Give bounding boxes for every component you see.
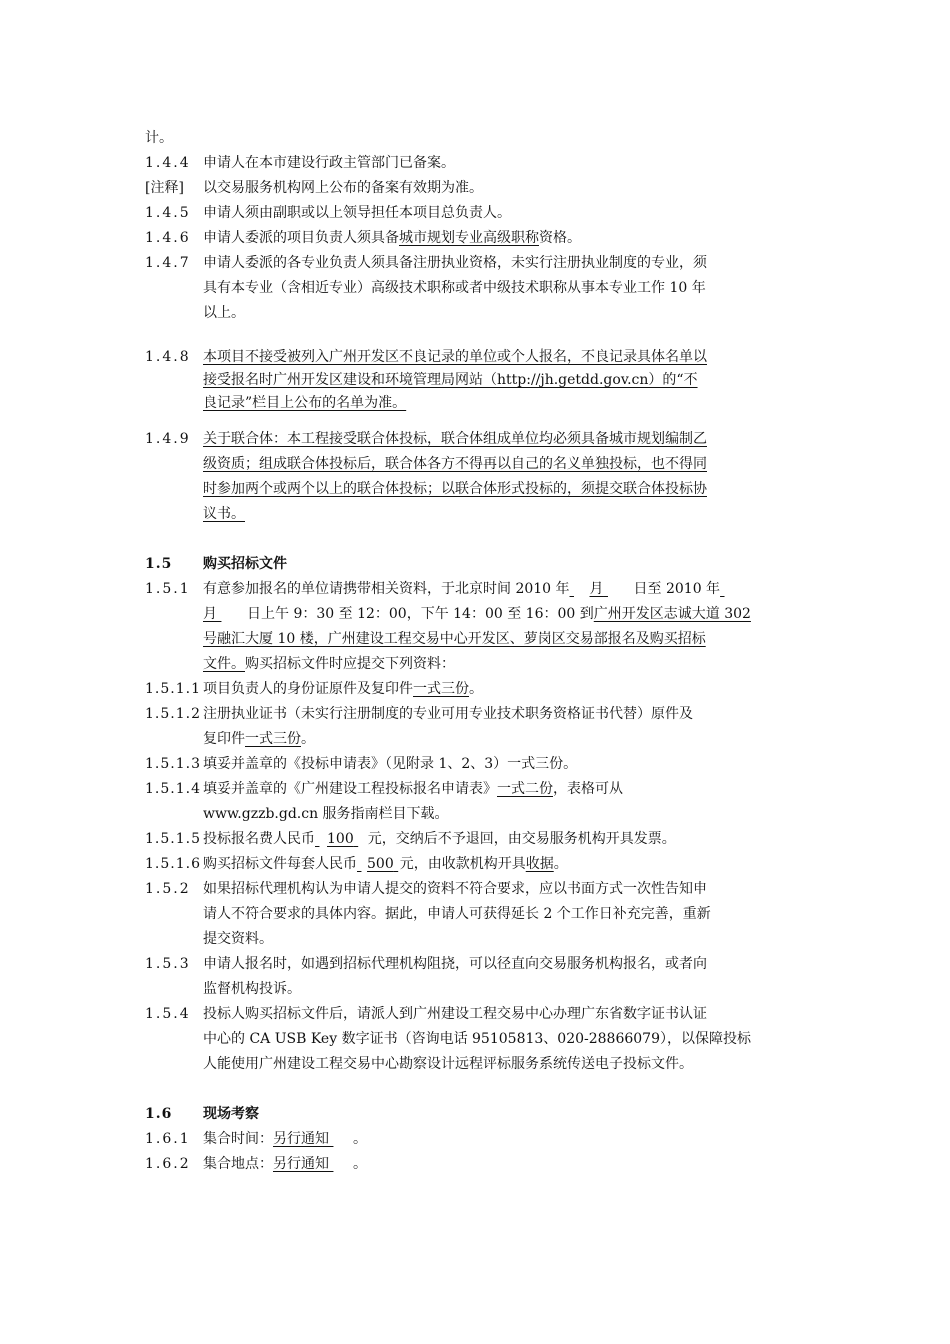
- clause-text: 申请人在本市建设行政主管部门已备案。: [203, 155, 455, 171]
- clause-number: 1.6.1: [145, 1131, 191, 1147]
- underlined-text: 月: [589, 581, 604, 597]
- clause-number: 1.5.3: [145, 956, 191, 972]
- text-line: 计。: [145, 130, 173, 146]
- section-heading: 购买招标文件: [203, 556, 287, 572]
- text-segment: 资格。: [539, 230, 581, 246]
- clause-number: 1.5.1.3: [145, 756, 201, 772]
- text-segment: 有意参加报名的单位请携带相关资料，于北京时间 2010 年: [203, 581, 570, 597]
- text-segment: 日上午 9：30 至 12：00，下午 14：00 至 16：00 到: [247, 606, 594, 622]
- underlined-text: 广州开发区志诚大道 302: [593, 606, 751, 622]
- underlined-text: 一式三份: [245, 731, 301, 747]
- text-segment: 集合地点：: [203, 1156, 273, 1172]
- text-segment: 。: [469, 681, 483, 697]
- clause-text: 注册执业证书（未实行注册制度的专业可用专业技术职务资格证书代替）原件及: [203, 706, 693, 722]
- clause-number: 1.5.2: [145, 881, 191, 897]
- blank-field: [354, 827, 368, 851]
- clause-text: 监督机构投诉。: [203, 981, 301, 997]
- blank-field: [315, 827, 327, 851]
- clause-number: 1.5.1.4: [145, 781, 201, 797]
- underlined-text: 一式二份: [497, 781, 553, 797]
- clause-text: 以上。: [203, 305, 245, 321]
- clause-text: [203, 1127, 813, 1151]
- clause-number: 1.4.5: [145, 205, 191, 221]
- clause-number: 1.5.1.5: [145, 831, 201, 847]
- underlined-text: 另行通知: [273, 1131, 329, 1147]
- text-segment: 。: [553, 856, 568, 872]
- clause-number: 1.4.4: [145, 155, 191, 171]
- clause-number: 1.5.1: [145, 581, 191, 597]
- text-segment: 购买招标文件时应提交下列资料：: [245, 656, 455, 672]
- clause-number: 1.4.8: [145, 349, 191, 365]
- text-segment: 投标报名费人民币: [203, 831, 315, 847]
- clause-text: [203, 677, 813, 701]
- blank-field: [570, 577, 590, 601]
- clause-text: 提交资料。: [203, 931, 273, 947]
- text-segment: 申请人委派的项目负责人须具备: [203, 230, 399, 246]
- fee-amount: 100: [327, 831, 354, 847]
- clause-text: [203, 577, 813, 601]
- text-segment: 元，由收款机构开具: [399, 856, 526, 872]
- underlined-text: 城市规划专业高级职称: [399, 230, 539, 246]
- blank-field: [604, 577, 634, 601]
- blank-field: [357, 852, 367, 876]
- clause-number: 1.5.1.2: [145, 706, 201, 722]
- clause-text: [203, 652, 813, 676]
- section-number: 1.6: [145, 1106, 173, 1122]
- clause-text: 申请人报名时，如遇到招标代理机构阻挠，可以径直向交易服务机构报名，或者向: [203, 956, 707, 972]
- clause-text: 申请人须由副职或以上领导担任本项目总负责人。: [203, 205, 511, 221]
- underlined-text: 一式三份: [413, 681, 469, 697]
- underlined-text: 收据: [525, 856, 554, 872]
- blank-field: [329, 1127, 353, 1151]
- clause-text: 请人不符合要求的具体内容。据此，申请人可获得延长 2 个工作日补充完善，重新: [203, 906, 711, 922]
- text-segment: 集合时间：: [203, 1131, 273, 1147]
- section-heading: 现场考察: [203, 1106, 259, 1122]
- text-segment: 。: [353, 1156, 367, 1172]
- clause-text: 关于联合体：本工程接受联合体投标，联合体组成单位均必须具备城市规划编制乙: [203, 431, 707, 447]
- clause-text: [203, 852, 813, 876]
- underlined-text: 另行通知: [273, 1156, 329, 1172]
- text-segment: 填妥并盖章的《广州建设工程投标报名申请表》: [203, 781, 497, 797]
- clause-number: 1.5.1.6: [145, 856, 201, 872]
- clause-number: 1.6.2: [145, 1156, 191, 1172]
- text-segment: 。: [301, 731, 315, 747]
- text-segment: 元，交纳后不予退回，由交易服务机构开具发票。: [367, 831, 676, 847]
- clause-text: 申请人委派的各专业负责人须具备注册执业资格，未实行注册执业制度的专业，须: [203, 255, 707, 271]
- blank-field: [217, 602, 247, 626]
- clause-text: 填妥并盖章的《投标申请表》（见附录 1、2、3）一式三份。: [203, 756, 578, 772]
- clause-text: 投标人购买招标文件后，请派人到广州建设工程交易中心办理广东省数字证书认证: [203, 1006, 707, 1022]
- text-segment: ，表格可从: [553, 781, 623, 797]
- clause-text: 级资质；组成联合体投标后，联合体各方不得再以自己的名义单独投标，也不得同: [203, 456, 707, 472]
- section-number: 1.5: [145, 556, 173, 572]
- clause-text: 本项目不接受被列入广州开发区不良记录的单位或个人报名，不良记录具体名单以: [203, 349, 707, 365]
- note-text: 以交易服务机构网上公布的备案有效期为准。: [203, 180, 483, 196]
- clause-number: 1.4.7: [145, 255, 191, 271]
- clause-number: 1.5.1.1: [145, 681, 201, 697]
- clause-text: [203, 727, 813, 751]
- clause-text: [203, 226, 813, 250]
- clause-text: 中心的 CA USB Key 数字证书（咨询电话 95105813、020-28866079），以保障投标: [203, 1031, 751, 1047]
- note-label: [注释]: [145, 180, 184, 196]
- clause-text: www.gzzb.gd.cn 服务指南栏目下载。: [203, 806, 449, 822]
- text-segment: 购买招标文件每套人民币: [203, 856, 357, 872]
- clause-text: 良记录”栏目上公布的名单为准。: [203, 395, 407, 411]
- underlined-text: 文件。: [203, 656, 245, 672]
- text-segment: 项目负责人的身份证原件及复印件: [203, 681, 413, 697]
- blank-field: [720, 577, 748, 601]
- text-segment: 日至 2010 年: [633, 581, 721, 597]
- clause-number: 1.4.9: [145, 431, 191, 447]
- underlined-text: 月: [203, 606, 217, 622]
- clause-text: [203, 602, 813, 626]
- blank-field: [329, 1152, 353, 1176]
- clause-text: 如果招标代理机构认为申请人提交的资料不符合要求，应以书面方式一次性告知申: [203, 881, 707, 897]
- clause-text: 接受报名时广州开发区建设和环境管理局网站（http://jh.getdd.gov.cn）的“不: [203, 372, 698, 388]
- text-segment: 。: [353, 1131, 367, 1147]
- clause-text: 具有本专业（含相近专业）高级技术职称或者中级技术职称从事本专业工作 10 年: [203, 280, 706, 296]
- clause-text: [203, 1152, 813, 1176]
- text-segment: 复印件: [203, 731, 245, 747]
- clause-number: 1.5.4: [145, 1006, 191, 1022]
- clause-text: 号融汇大厦 10 楼，广州建设工程交易中心开发区、萝岗区交易部报名及购买招标: [203, 631, 706, 647]
- clause-text: 人能使用广州建设工程交易中心勘察设计远程评标服务系统传送电子投标文件。: [203, 1056, 693, 1072]
- clause-text: 时参加两个或两个以上的联合体投标；以联合体形式投标的，须提交联合体投标协: [203, 481, 707, 497]
- clause-text: [203, 777, 813, 801]
- clause-number: 1.4.6: [145, 230, 191, 246]
- clause-text: [203, 827, 813, 851]
- price-amount: 500: [367, 856, 394, 872]
- clause-text: 议书。: [203, 506, 245, 522]
